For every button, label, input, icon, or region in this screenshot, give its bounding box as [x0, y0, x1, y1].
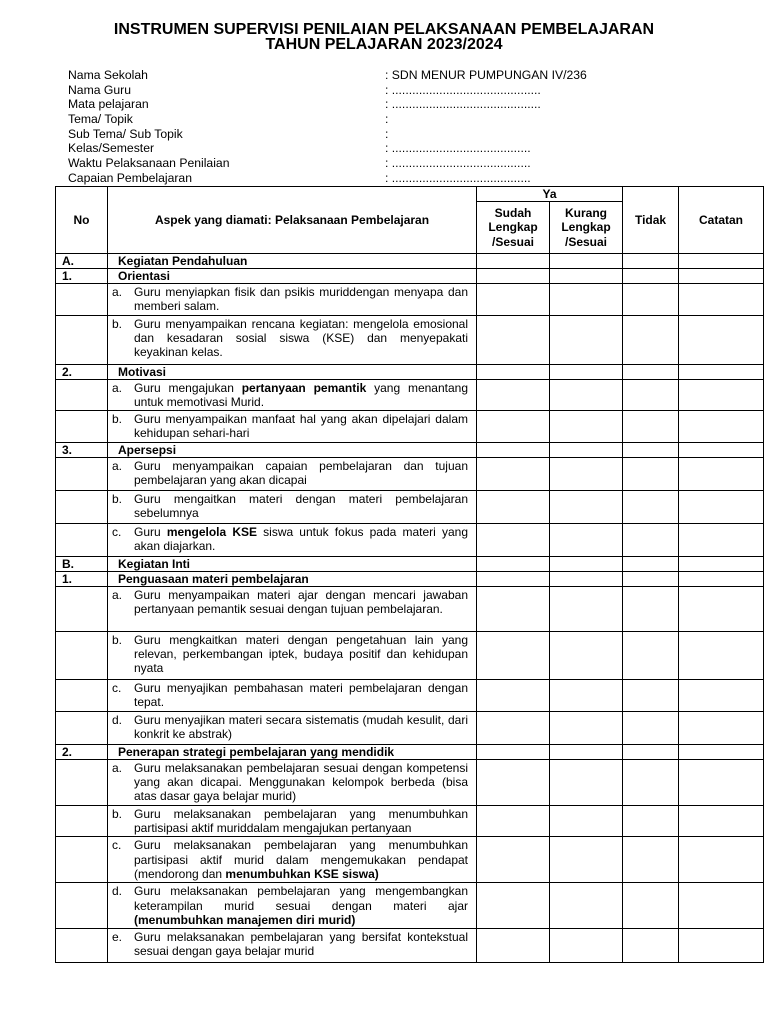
- info-label: Tema/ Topik: [68, 112, 133, 127]
- notes-cell[interactable]: [679, 556, 764, 571]
- check-sudah[interactable]: [477, 364, 550, 379]
- check-tidak[interactable]: [623, 837, 679, 883]
- section-row: [56, 571, 764, 586]
- check-kurang[interactable]: [550, 805, 623, 837]
- item-text: Guru melaksanakan pembelajaran yang menumbuhkan partisipasi aktif murid dalam mengemukakan pendapat (mendorong dan menumbuhkan KSE siswa): [134, 838, 468, 881]
- notes-cell[interactable]: [679, 457, 764, 490]
- info-label: Mata pelajaran: [68, 97, 149, 112]
- header-aspek: Aspek yang diamati: Pelaksanaan Pembelajaran: [108, 187, 477, 254]
- check-tidak[interactable]: [623, 744, 679, 759]
- check-tidak[interactable]: [623, 571, 679, 586]
- item-text: Guru melaksanakan pembelajaran yang menumbuhkan partisipasi aktif muriddalam mengajukan pertanyaan: [134, 806, 468, 835]
- item-marker: a.: [112, 458, 123, 473]
- info-value: : .........................................: [385, 141, 531, 156]
- item-cell: [108, 679, 477, 711]
- item-cell: [108, 411, 477, 443]
- check-sudah[interactable]: [477, 315, 550, 364]
- item-cell: [108, 883, 477, 929]
- item-number-cell: [56, 805, 108, 837]
- notes-cell[interactable]: [679, 837, 764, 883]
- section-title: Kegiatan Inti: [108, 556, 477, 571]
- check-tidak[interactable]: [623, 364, 679, 379]
- item-number-cell: [56, 411, 108, 443]
- check-sudah[interactable]: [477, 490, 550, 523]
- check-tidak[interactable]: [623, 411, 679, 443]
- check-tidak[interactable]: [623, 759, 679, 805]
- item-row: [56, 679, 764, 711]
- item-cell: [108, 805, 477, 837]
- item-text: Guru melaksanakan pembelajaran sesuai dengan kompetensi yang akan dicapai. Menggunakan kelompok berbeda (bisa atas dasar gaya belajar murid): [134, 760, 468, 804]
- item-number-cell: [56, 490, 108, 523]
- document-subtitle: TAHUN PELAJARAN 2023/2024: [265, 36, 503, 53]
- check-tidak[interactable]: [623, 315, 679, 364]
- section-number: 3.: [56, 442, 108, 457]
- check-kurang[interactable]: [550, 284, 623, 316]
- item-number-cell: [56, 586, 108, 631]
- check-kurang[interactable]: [550, 631, 623, 679]
- item-cell: [108, 586, 477, 631]
- check-sudah[interactable]: [477, 744, 550, 759]
- item-number-cell: [56, 929, 108, 963]
- info-row: [68, 112, 688, 127]
- item-row: [56, 929, 764, 963]
- check-tidak[interactable]: [623, 586, 679, 631]
- section-row: [56, 442, 764, 457]
- section-title: Apersepsi: [108, 442, 477, 457]
- item-number-cell: [56, 837, 108, 883]
- info-value: :: [385, 126, 389, 141]
- item-row: [56, 837, 764, 883]
- item-text: Guru menyampaikan materi ajar dengan mencari jawaban pertanyaan pemantik sesuai dengan tujuan pembelajaran.: [134, 587, 468, 617]
- section-row: [56, 364, 764, 379]
- check-kurang[interactable]: [550, 315, 623, 364]
- check-kurang[interactable]: [550, 411, 623, 443]
- check-kurang[interactable]: [550, 759, 623, 805]
- item-row: [56, 805, 764, 837]
- check-tidak[interactable]: [623, 883, 679, 929]
- document-title: INSTRUMEN SUPERVISI PENILAIAN PELAKSANAAN PEMBELAJARAN: [113, 21, 655, 38]
- item-number-cell: [56, 711, 108, 744]
- item-marker: c.: [112, 680, 122, 695]
- item-text: Guru menyampaikan rencana kegiatan: mengelola emosional dan kesadaran sosial siswa (KSE) dan menyepakati keyakinan kelas.: [134, 316, 468, 360]
- item-text: Guru melaksanakan pembelajaran yang bersifat kontekstual sesuai dengan gaya belajar murid: [134, 930, 468, 959]
- info-value: : .........................................: [385, 170, 531, 185]
- info-value: : ............................................: [385, 82, 541, 97]
- check-kurang[interactable]: [550, 457, 623, 490]
- section-title: Kegiatan Pendahuluan: [108, 254, 477, 269]
- item-text: Guru menyajikan pembahasan materi pembelajaran dengan tepat.: [134, 680, 468, 710]
- notes-cell[interactable]: [679, 442, 764, 457]
- check-sudah[interactable]: [477, 457, 550, 490]
- item-text: Guru mengajukan pertanyaan pemantik yang menantang untuk memotivasi Murid.: [134, 380, 468, 409]
- item-marker: d.: [112, 712, 123, 727]
- section-number: B.: [56, 556, 108, 571]
- header-no: No: [56, 187, 108, 254]
- check-sudah[interactable]: [477, 254, 550, 269]
- info-row: [68, 68, 688, 83]
- check-tidak[interactable]: [623, 929, 679, 963]
- item-cell: [108, 929, 477, 963]
- info-value: : ............................................: [385, 97, 541, 112]
- item-marker: b.: [112, 806, 123, 821]
- notes-cell[interactable]: [679, 523, 764, 556]
- item-text: Guru menyiapkan fisik dan psikis muriddengan menyapa dan memberi salam.: [134, 285, 468, 314]
- check-sudah[interactable]: [477, 284, 550, 316]
- check-kurang[interactable]: [550, 586, 623, 631]
- section-number: A.: [56, 254, 108, 269]
- item-marker: b.: [112, 412, 123, 427]
- check-tidak[interactable]: [623, 805, 679, 837]
- check-tidak[interactable]: [623, 269, 679, 284]
- check-sudah[interactable]: [477, 929, 550, 963]
- info-value: : .........................................: [385, 156, 531, 171]
- check-sudah[interactable]: [477, 631, 550, 679]
- section-number: 1.: [56, 269, 108, 284]
- info-row: [68, 156, 688, 171]
- item-number-cell: [56, 759, 108, 805]
- item-marker: c.: [112, 838, 122, 853]
- item-cell: [108, 379, 477, 411]
- check-sudah[interactable]: [477, 379, 550, 411]
- item-text: Guru menyajikan materi secara sistematis (mudah kesulit, dari konkrit ke abstrak): [134, 712, 468, 742]
- item-number-cell: [56, 284, 108, 316]
- item-row: [56, 586, 764, 631]
- section-row: [56, 254, 764, 269]
- check-tidak[interactable]: [623, 556, 679, 571]
- check-kurang[interactable]: [550, 571, 623, 586]
- item-text: Guru menyampaikan manfaat hal yang akan dipelajari dalam kehidupan sehari-hari: [134, 412, 468, 441]
- check-kurang[interactable]: [550, 364, 623, 379]
- info-row: [68, 127, 688, 142]
- header-sudah-lengkap: Sudah Lengkap /Sesuai: [477, 202, 550, 254]
- info-label: Kelas/Semester: [68, 141, 155, 156]
- item-number-cell: [56, 523, 108, 556]
- section-number: 2.: [56, 364, 108, 379]
- check-tidak[interactable]: [623, 490, 679, 523]
- section-row: [56, 269, 764, 284]
- info-row: [68, 171, 688, 186]
- item-marker: a.: [112, 285, 123, 299]
- item-text: Guru mengkaitkan materi dengan pengetahuan lain yang relevan, perkembangan iptek, budaya positif dan kehidupan nyata: [134, 632, 468, 676]
- check-kurang[interactable]: [550, 883, 623, 929]
- item-row: [56, 883, 764, 929]
- info-label: Capaian Pembelajaran: [68, 170, 192, 185]
- item-marker: c.: [112, 524, 122, 539]
- item-row: [56, 315, 764, 364]
- info-label: Nama Guru: [68, 82, 131, 97]
- check-tidak[interactable]: [623, 457, 679, 490]
- item-cell: [108, 315, 477, 364]
- item-row: [56, 411, 764, 443]
- header-tidak: Tidak: [623, 187, 679, 254]
- check-kurang[interactable]: [550, 556, 623, 571]
- section-row: [56, 556, 764, 571]
- item-marker: d.: [112, 884, 123, 899]
- item-marker: b.: [112, 316, 123, 331]
- item-text: Guru mengelola KSE siswa untuk fokus pada materi yang akan diajarkan.: [134, 524, 468, 554]
- item-marker: a.: [112, 380, 123, 395]
- item-number-cell: [56, 457, 108, 490]
- check-sudah[interactable]: [477, 571, 550, 586]
- info-label: Waktu Pelaksanaan Penilaian: [68, 156, 230, 171]
- notes-cell[interactable]: [679, 586, 764, 631]
- section-title: Penguasaan materi pembelajaran: [108, 571, 477, 586]
- check-kurang[interactable]: [550, 523, 623, 556]
- item-cell: [108, 631, 477, 679]
- item-number-cell: [56, 315, 108, 364]
- check-kurang[interactable]: [550, 442, 623, 457]
- section-number: 2.: [56, 744, 108, 759]
- item-row: [56, 759, 764, 805]
- check-tidak[interactable]: [623, 284, 679, 316]
- observation-table: [55, 186, 764, 963]
- check-sudah[interactable]: [477, 805, 550, 837]
- check-tidak[interactable]: [623, 711, 679, 744]
- item-marker: b.: [112, 632, 123, 647]
- check-sudah[interactable]: [477, 679, 550, 711]
- item-text: Guru menyampaikan capaian pembelajaran dan tujuan pembelajaran yang akan dicapai: [134, 458, 468, 488]
- item-marker: e.: [112, 930, 123, 945]
- notes-cell[interactable]: [679, 269, 764, 284]
- check-sudah[interactable]: [477, 586, 550, 631]
- header-catatan: Catatan: [679, 187, 764, 254]
- check-sudah[interactable]: [477, 711, 550, 744]
- check-tidak[interactable]: [623, 679, 679, 711]
- item-number-cell: [56, 679, 108, 711]
- item-cell: [108, 457, 477, 490]
- item-cell: [108, 284, 477, 316]
- check-tidak[interactable]: [623, 442, 679, 457]
- info-label: Nama Sekolah: [68, 68, 148, 82]
- notes-cell[interactable]: [679, 679, 764, 711]
- notes-cell[interactable]: [679, 711, 764, 744]
- item-cell: [108, 759, 477, 805]
- notes-cell[interactable]: [679, 254, 764, 269]
- check-kurang[interactable]: [550, 254, 623, 269]
- item-text: Guru mengaitkan materi dengan materi pembelajaran sebelumnya: [134, 491, 468, 521]
- check-kurang[interactable]: [550, 679, 623, 711]
- item-marker: a.: [112, 587, 123, 602]
- item-row: [56, 631, 764, 679]
- check-sudah[interactable]: [477, 759, 550, 805]
- info-row: [68, 141, 688, 156]
- item-cell: [108, 490, 477, 523]
- header-kurang-lengkap: Kurang Lengkap /Sesuai: [550, 202, 623, 254]
- check-tidak[interactable]: [623, 379, 679, 411]
- check-kurang[interactable]: [550, 837, 623, 883]
- item-cell: [108, 711, 477, 744]
- section-title: Penerapan strategi pembelajaran yang mendidik: [108, 744, 477, 759]
- notes-cell[interactable]: [679, 411, 764, 443]
- check-kurang[interactable]: [550, 379, 623, 411]
- item-row: [56, 284, 764, 316]
- info-row: [68, 97, 688, 112]
- notes-cell[interactable]: [679, 379, 764, 411]
- item-cell: [108, 523, 477, 556]
- check-sudah[interactable]: [477, 269, 550, 284]
- notes-cell[interactable]: [679, 883, 764, 929]
- info-value: : SDN MENUR PUMPUNGAN IV/236: [385, 68, 587, 82]
- check-kurang[interactable]: [550, 929, 623, 963]
- header-ya: Ya: [477, 187, 623, 202]
- item-number-cell: [56, 379, 108, 411]
- notes-cell[interactable]: [679, 759, 764, 805]
- item-cell: [108, 837, 477, 883]
- notes-cell[interactable]: [679, 805, 764, 837]
- check-sudah[interactable]: [477, 883, 550, 929]
- item-number-cell: [56, 631, 108, 679]
- check-sudah[interactable]: [477, 837, 550, 883]
- info-label: Sub Tema/ Sub Topik: [68, 126, 183, 141]
- info-row: [68, 83, 688, 98]
- notes-cell[interactable]: [679, 631, 764, 679]
- item-row: [56, 711, 764, 744]
- item-row: [56, 457, 764, 490]
- item-row: [56, 490, 764, 523]
- check-kurang[interactable]: [550, 269, 623, 284]
- section-row: [56, 744, 764, 759]
- notes-cell[interactable]: [679, 744, 764, 759]
- notes-cell[interactable]: [679, 929, 764, 963]
- notes-cell[interactable]: [679, 571, 764, 586]
- item-marker: b.: [112, 491, 123, 506]
- notes-cell[interactable]: [679, 284, 764, 316]
- check-sudah[interactable]: [477, 556, 550, 571]
- section-title: Orientasi: [108, 269, 477, 284]
- item-number-cell: [56, 883, 108, 929]
- check-tidak[interactable]: [623, 254, 679, 269]
- identity-fields: [68, 68, 688, 186]
- section-title: Motivasi: [108, 364, 477, 379]
- notes-cell[interactable]: [679, 315, 764, 364]
- check-tidak[interactable]: [623, 523, 679, 556]
- check-sudah[interactable]: [477, 523, 550, 556]
- info-value: :: [385, 112, 389, 127]
- notes-cell[interactable]: [679, 364, 764, 379]
- item-text: Guru melaksanakan pembelajaran yang mengembangkan keterampilan murid sesuai dengan materi ajar (menumbuhkan manajemen diri murid): [134, 884, 468, 927]
- item-marker: a.: [112, 760, 123, 775]
- check-kurang[interactable]: [550, 744, 623, 759]
- check-sudah[interactable]: [477, 411, 550, 443]
- notes-cell[interactable]: [679, 490, 764, 523]
- check-tidak[interactable]: [623, 631, 679, 679]
- item-row: [56, 379, 764, 411]
- section-number: 1.: [56, 571, 108, 586]
- check-kurang[interactable]: [550, 711, 623, 744]
- check-kurang[interactable]: [550, 490, 623, 523]
- item-row: [56, 523, 764, 556]
- check-sudah[interactable]: [477, 442, 550, 457]
